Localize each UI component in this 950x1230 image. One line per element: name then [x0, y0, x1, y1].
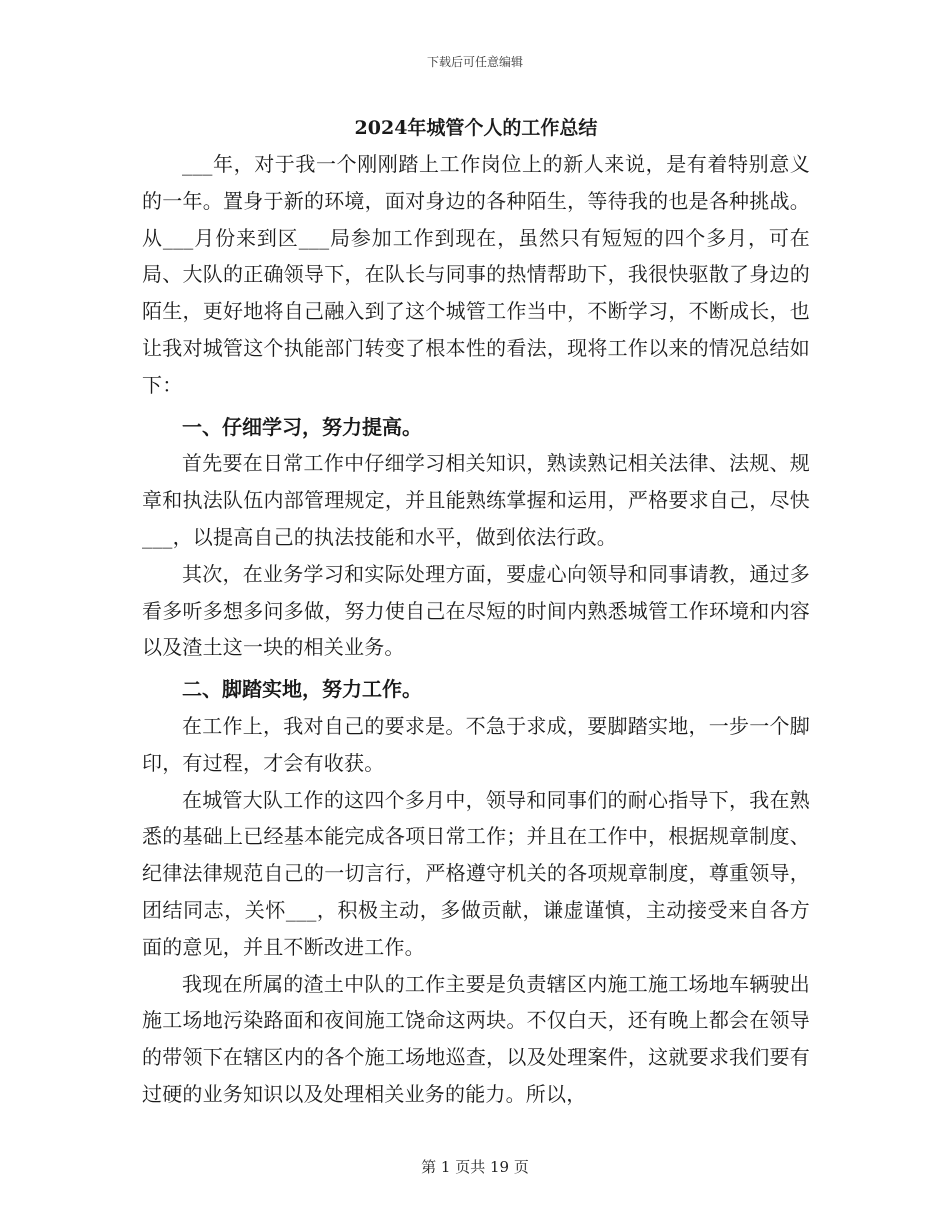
section-heading-1: 一、仔细学习，努力提高。: [182, 414, 422, 439]
paragraph-intro: ___年，对于我一个刚刚踏上工作岗位上的新人来说，是有着特别意义的一年。置身于新的环境，面对身边的各种陌生，等待我的也是各种挑战。从___月份来到区___局参加工作到现在，虽然只有短短的四个多月，可在局、大队的正确领导下，在队长与同事的热情帮助下，我很快驱散了身边的陌生，更好地将自己融入到了这个城管工作当中，不断学习，不断成长，也让我对城管这个执能部门转变了根本性的看法，现将工作以来的情况总结如下：: [142, 152, 810, 397]
paragraph-study-first: 首先要在日常工作中仔细学习相关知识，熟读熟记相关法律、法规、规章和执法队伍内部管理规定，并且能熟练掌握和运用，严格要求自己，尽快___，以提高自己的执法技能和水平，做到依法行政。: [142, 451, 810, 549]
document-body: [142, 110, 810, 1113]
paragraph-squad-duties: 我现在所属的渣土中队的工作主要是负责辖区内施工施工场地车辆驶出施工场地污染路面和夜间施工饶命这两块。不仅白天，还有晚上都会在领导的带领下在辖区内的各个施工场地巡查，以及处理案件，这就要求我们要有过硬的业务知识以及处理相关业务的能力。所以，: [142, 971, 810, 1106]
paragraph-work-attitude: 在工作上，我对自己的要求是。不急于求成，要脚踏实地，一步一个脚印，有过程，才会有收获。: [142, 713, 810, 775]
header-note: 下载后可任意编辑: [426, 55, 523, 69]
paragraph-study-second: 其次，在业务学习和实际处理方面，要虚心向领导和同事请教，通过多看多听多想多问多做，努力使自己在尽短的时间内熟悉城管工作环境和内容以及渣土这一块的相关业务。: [142, 561, 810, 660]
document-title: 2024年城管个人的工作总结: [354, 117, 598, 139]
paragraph-work-progress: 在城管大队工作的这四个多月中，领导和同事们的耐心指导下，我在熟悉的基础上已经基本能完成各项日常工作；并且在工作中，根据规章制度、纪律法律规范自己的一切言行，严格遵守机关的各项规章制度，尊重领导，团结同志，关怀___，积极主动，多做贡献，谦虚谨慎，主动接受来自各方面的意见，并且不断改进工作。: [142, 787, 810, 959]
page-number: 第 1 页共 19 页: [421, 1158, 529, 1176]
section-heading-2: 二、脚踏实地，努力工作。: [182, 677, 422, 702]
